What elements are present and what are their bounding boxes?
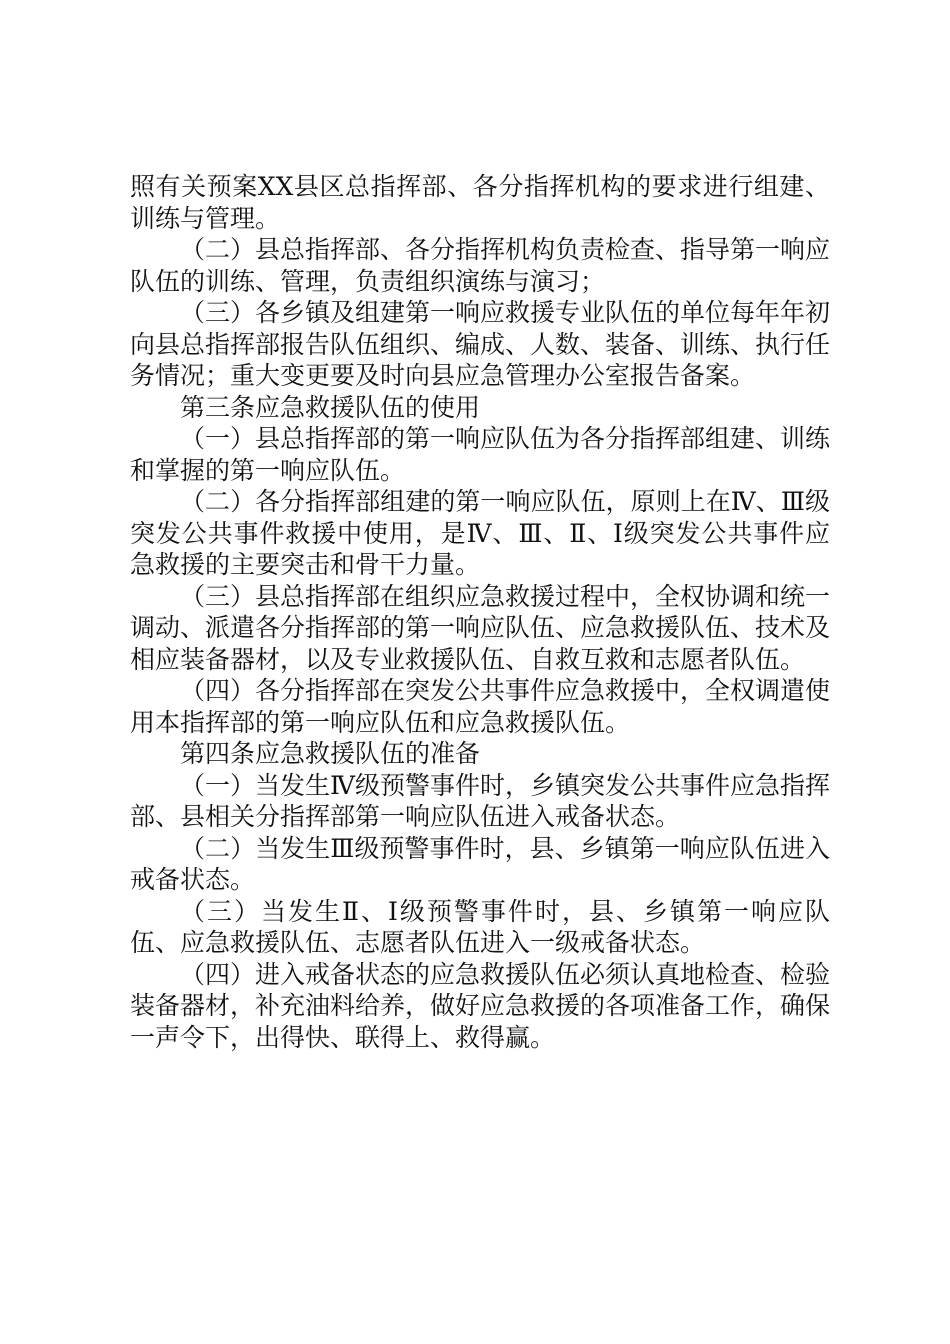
paragraph-item-2-inspection: （二）县总指挥部、各分指挥机构负责检查、指导第一响应队伍的训练、管理，负责组织演练与演习； [130, 235, 831, 296]
paragraph-article-4-item-3: （三）当发生Ⅱ、Ⅰ级预警事件时，县、乡镇第一响应队伍、应急救援队伍、志愿者队伍进入一级戒备状态。 [130, 896, 830, 957]
article-3-heading: 第三条应急救援队伍的使用 [180, 392, 481, 422]
paragraph-item-3-report: （三）各乡镇及组建第一响应救援专业队伍的单位每年年初向县总指挥部报告队伍组织、编成、人数、装备、训练、执行任务情况；重大变更要及时向县应急管理办公室报告备案。 [130, 298, 831, 390]
paragraph-article-4-item-1: （一）当发生Ⅳ级预警事件时，乡镇突发公共事件应急指挥部、县相关分指挥部第一响应队伍进入戒备状态。 [130, 770, 830, 831]
paragraph-article-3-item-3: （三）县总指挥部在组织应急救援过程中，全权协调和统一调动、派遣各分指挥部的第一响应队伍、应急救援队伍、技术及相应装备器材，以及专业救援队伍、自救互救和志愿者队伍。 [130, 581, 831, 674]
paragraph-article-3-item-4: （四）各分指挥部在突发公共事件应急救援中，全权调遣使用本指挥部的第一响应队伍和应急救援队伍。 [130, 676, 831, 737]
paragraph-article-3-item-2: （二）各分指挥部组建的第一响应队伍，原则上在Ⅳ、Ⅲ级突发公共事件救援中使用，是Ⅳ、Ⅲ、Ⅱ、Ⅰ级突发公共事件应急救援的主要突击和骨干力量。 [130, 487, 830, 579]
document-body [130, 171, 830, 1053]
paragraph-article-3-item-1: （一）县总指挥部的第一响应队伍为各分指挥部组建、训练和掌握的第一响应队伍。 [130, 424, 831, 485]
paragraph-article-4-item-4: （四）进入戒备状态的应急救援队伍必须认真地检查、检验装备器材，补充油料给养，做好应急救援的各项准备工作，确保一声令下，出得快、联得上、救得赢。 [130, 959, 831, 1052]
article-4-heading: 第四条应急救援队伍的准备 [180, 739, 481, 768]
paragraph-article-4-item-2: （二）当发生Ⅲ级预警事件时，县、乡镇第一响应队伍进入戒备状态。 [130, 833, 830, 894]
paragraph-continuation: 照有关预案XX县区总指挥部、各分指挥机构的要求进行组建、训练与管理。 [130, 172, 830, 233]
